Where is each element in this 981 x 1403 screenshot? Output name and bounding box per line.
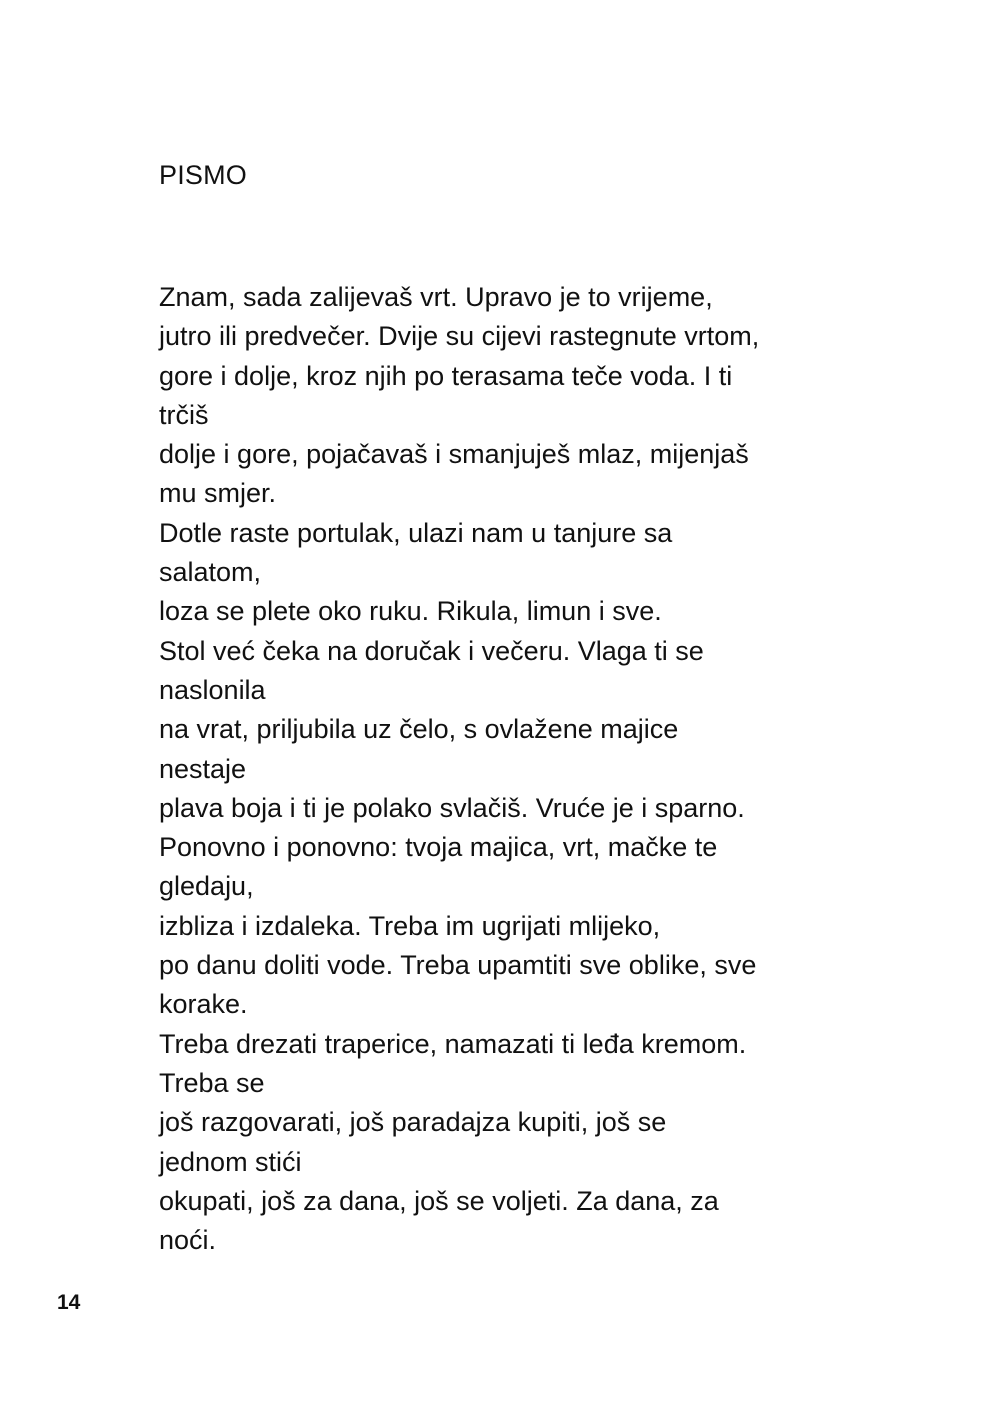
poem-line: na vrat, priljubila uz čelo, s ovlažene majice [159,714,679,745]
poem-line: Dotle raste portulak, ulazi nam u tanjure sa [159,517,673,548]
poem-line: Znam, sada zalijevaš vrt. Upravo je to vrijeme, [159,282,713,312]
poem-line: gore i dolje, kroz njih po terasama teče voda. I ti [159,360,733,391]
poem-line: loza se plete oko ruku. Rikula, limun i sve. [159,596,662,627]
poem-line: jutro ili predvečer. Dvije su cijevi rastegnute vrtom, [159,321,760,352]
poem-title: PISMO [159,160,248,190]
poem-line: mu smjer. [159,478,277,509]
poem-line: Treba drezati traperice, namazati ti leđa kremom. [159,1028,747,1059]
poem-line: gledaju, [159,871,254,902]
poem-body [159,278,859,1260]
poem-line: trčiš [159,399,209,430]
poem-line: korake. [159,989,248,1020]
poem-line: naslonila [159,674,266,705]
poem-line: još razgovarati, još paradajza kupiti, još se [159,1107,667,1138]
poem-line: plava boja i ti je polako svlačiš. Vruće je i sparno. [159,792,745,823]
poem-line: noći. [159,1225,217,1256]
poem-line: Stol već čeka na doručak i večeru. Vlaga ti se [159,635,704,666]
poem-line: po danu doliti vode. Treba upamtiti sve oblike, sve [159,950,757,981]
poem-line: okupati, još za dana, još se voljeti. Za dana, za [159,1185,719,1216]
poem-line: izbliza i izdaleka. Treba im ugrijati mlijeko, [159,910,661,941]
poem-line: jednom stići [159,1146,302,1177]
poem-line: Ponovno i ponovno: tvoja majica, vrt, mačke te [159,832,718,863]
poem-line: salatom, [159,557,262,588]
poem-line: dolje i gore, pojačavaš i smanjuješ mlaz, mijenjaš [159,439,749,470]
page-number: 14 [57,1291,81,1314]
poem-line: Treba se [159,1067,265,1098]
poem-line: nestaje [159,753,247,784]
